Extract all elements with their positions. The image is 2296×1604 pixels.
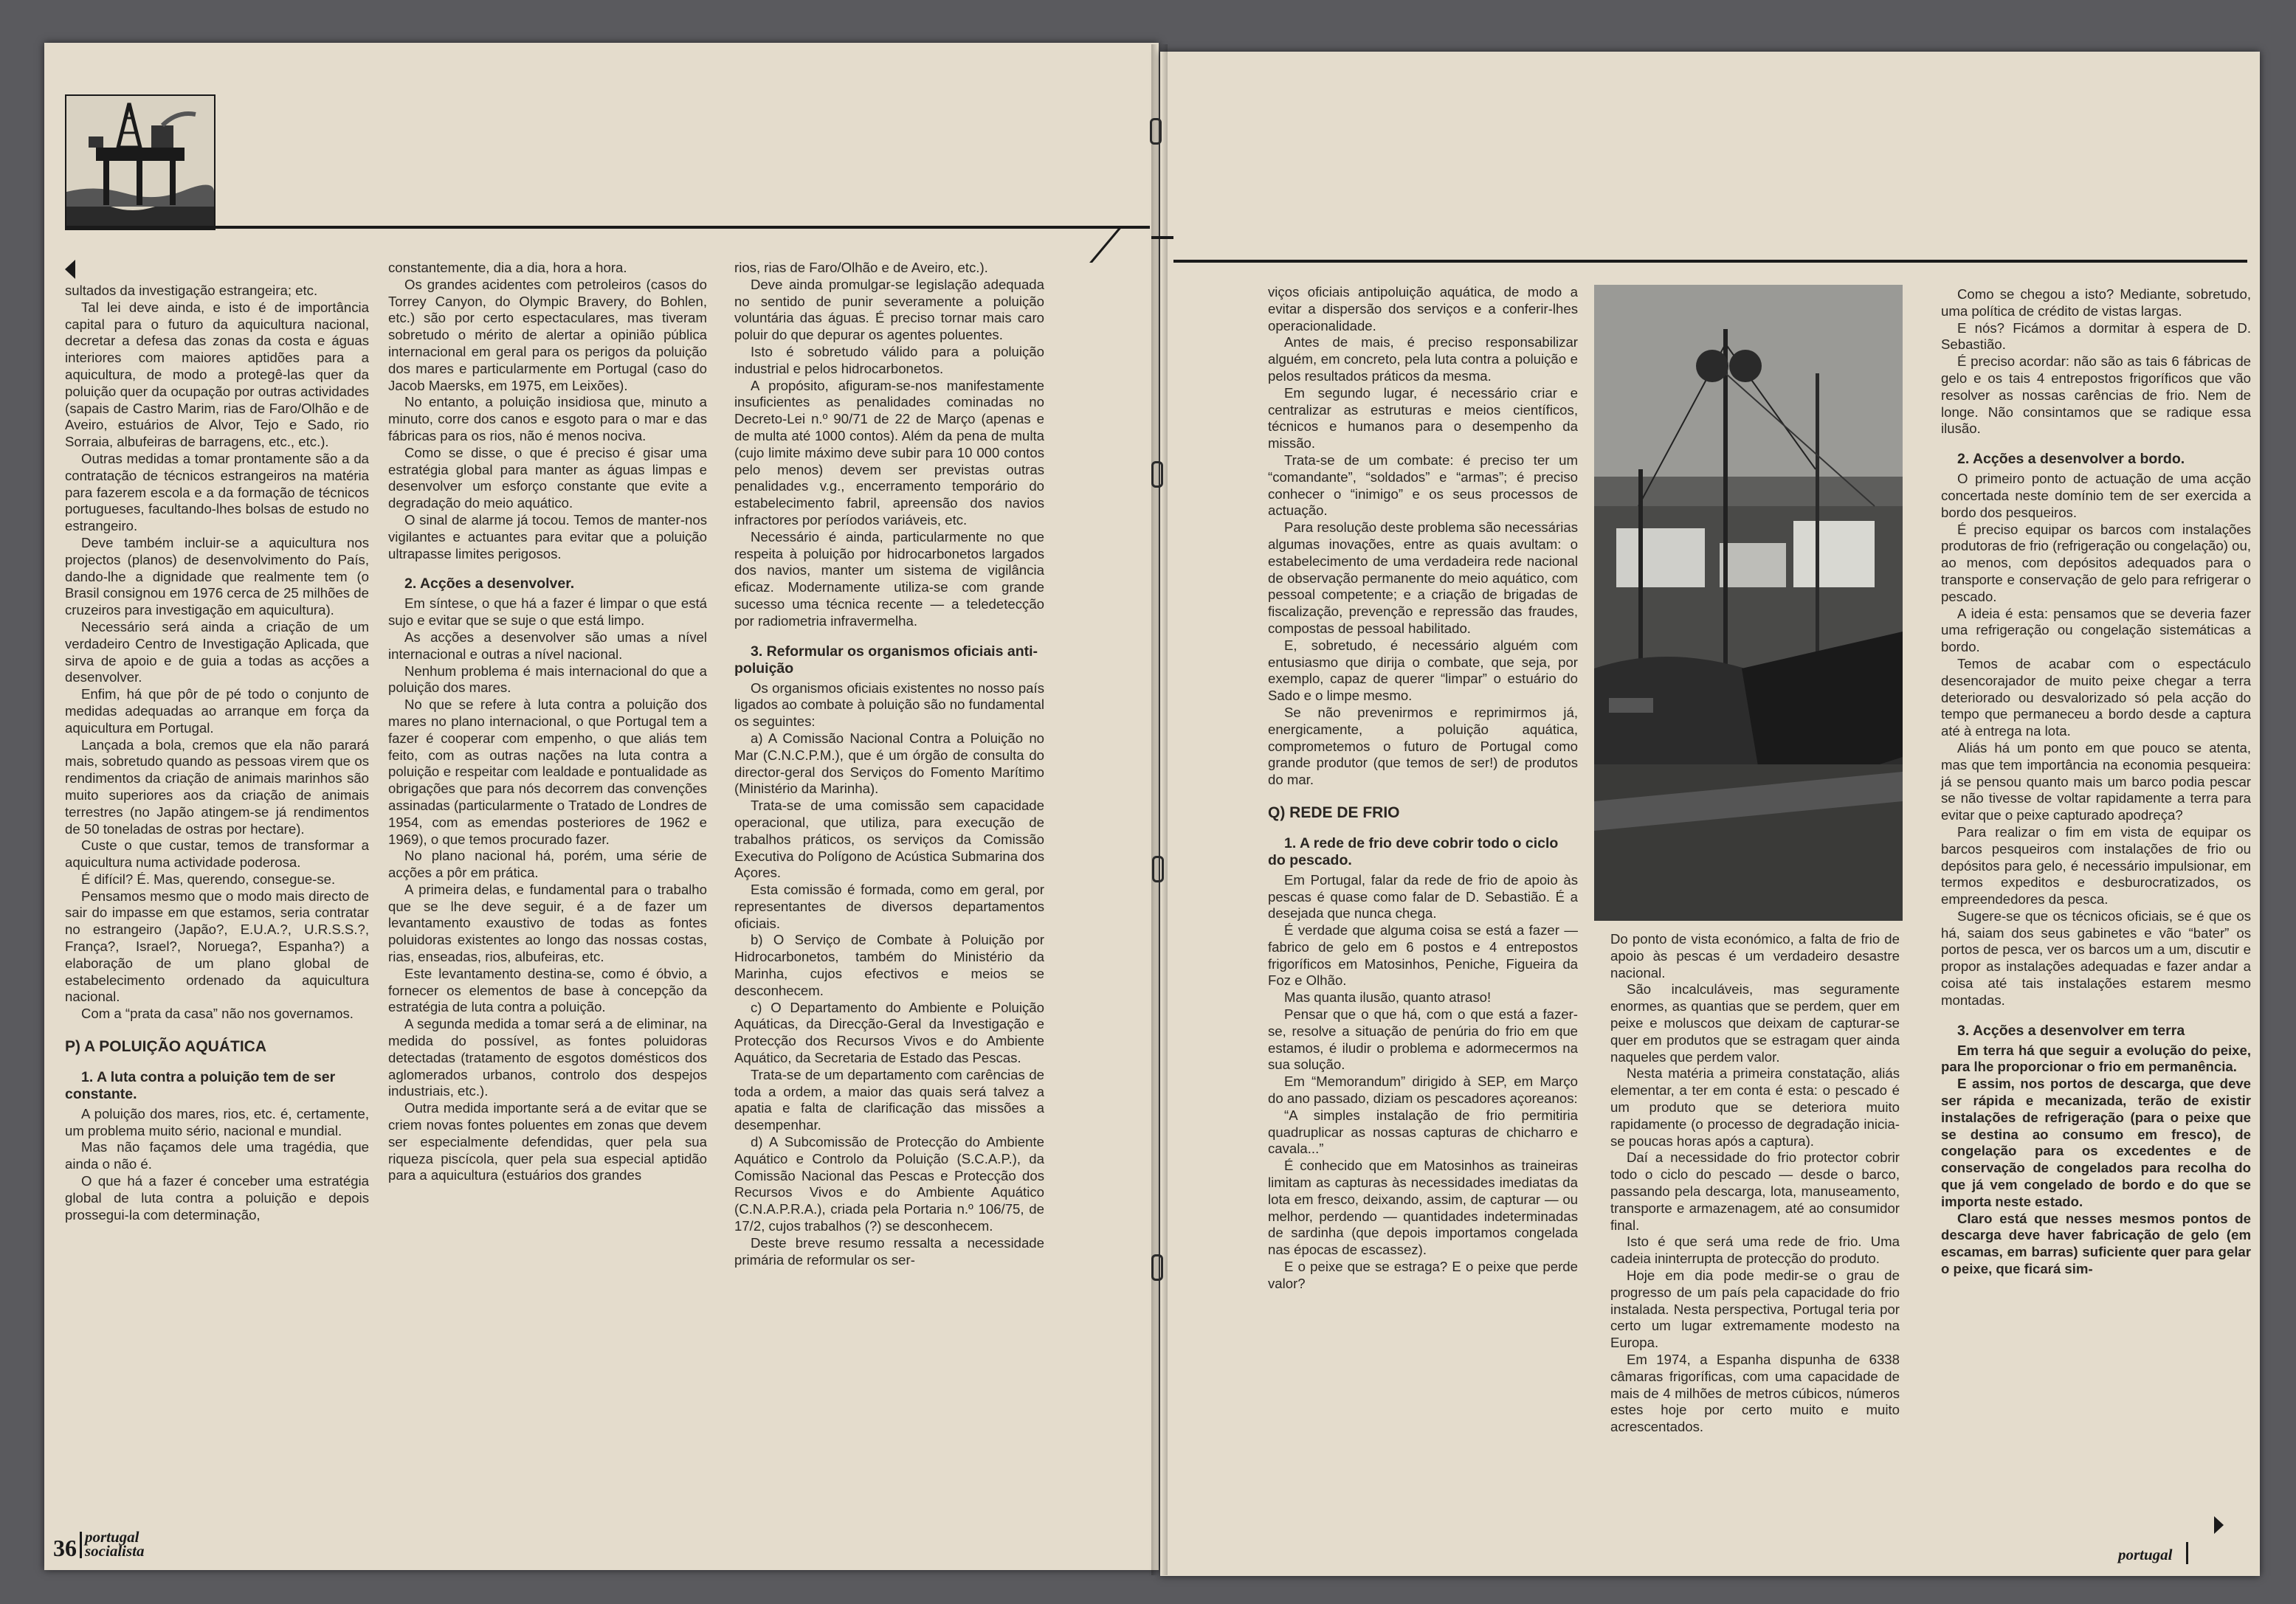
paragraph: A poluição dos mares, rios, etc. é, certamente, um problema muito sério, nacional e mundial. — [65, 1105, 369, 1138]
paragraph: Trata-se de um combate: é preciso ter um “comandante”, “soldados” e “armas”; é preciso conhecer o “inimigo” e os seus processos de actuação. — [1268, 452, 1578, 519]
paragraph: As acções a desenvolver são umas a nível internacional e outras a nível nacional. — [388, 629, 707, 662]
continued-arrow-right-icon — [2214, 1516, 2224, 1534]
paragraph: Custe o que custar, temos de transformar a aquicultura numa actividade poderosa. — [65, 837, 369, 871]
footer-divider — [2186, 1542, 2188, 1564]
footer-masthead — [85, 1530, 145, 1558]
paragraph: Como se disse, o que é preciso é gisar uma estratégia global para manter as águas limpas e desenvolver um esforço constante que evite a degradação do meio aquático. — [388, 444, 707, 511]
paragraph: Pensamos mesmo que o modo mais directo de sair do impasse em que estamos, seria contratar no estrangeiro (Japão?, E.U.A.?, U.R.S.S.?, França?, Israel?, Noruega?, Espanha?) a elaboração de um plano global de estabelecimento ordenado da aquicultura nacional. — [65, 888, 369, 1005]
paragraph: Esta comissão é formada, como em geral, por representantes de diversos departamentos oficiais. — [734, 882, 1044, 931]
paragraph: Com a “prata da casa” não nos governamos. — [81, 1006, 354, 1022]
paragraph: Outra medida importante será a de evitar que se criem novas fontes poluentes em zonas que devem ser especialmente defendidas, quer pela sua riqueza piscícola, quer pela sua especial aptidão para a aquicultura (estuários dos grandes — [388, 1100, 707, 1183]
binding-stitch — [1151, 1254, 1163, 1281]
text-column-1 — [65, 283, 369, 1223]
paragraph-bold: Claro está que nesses mesmos pontos de descarga deve haver fabricação de gelo (em escamas, em barras) suficiente quer para gelar o peixe, que ficará sim- — [1941, 1210, 2251, 1277]
paragraph: sultados da investigação estrangeira; etc. — [65, 283, 318, 298]
paragraph: O sinal de alarme já tocou. Temos de manter-nos vigilantes e actuantes para evitar que a poluição ultrapasse limites perigosos. — [388, 511, 707, 561]
paragraph: São incalculáveis, mas seguramente enormes, as quantias que se perdem, quer em peixe e moluscos que deixam de capturar-se quer em produtos que se estragam quer ainda naqueles que perdem valor. — [1610, 981, 1900, 1065]
page-number: 36 — [53, 1535, 77, 1561]
header-rule-join — [1151, 236, 1173, 239]
paragraph: Daí a necessidade do frio protector cobrir todo o ciclo do pescado — desde o barco, passando pela descarga, lota, manuseamento, transporte e armazenagem, até ao consumidor final. — [1610, 1150, 1900, 1233]
paragraph: A primeira delas, e fundamental para o trabalho que se lhe deve seguir, é a de fazer um levantamento exaustivo de todas as fontes poluidoras existentes ao longo das nossas costas, rias, enseadas, rios, albufeiras, etc. — [388, 881, 707, 965]
header-rule-right — [1173, 260, 2247, 263]
paragraph: Antes de mais, é preciso responsabilizar alguém, em concreto, pela luta contra a poluição e pelos resultados práticos da mesma. — [1268, 334, 1578, 384]
paragraph: Em 1974, a Espanha dispunha de 6338 câmaras frigoríficas, com uma capacidade de mais de 4 milhões de metros cúbicos, números estes hoje por certo muito e muito acrescentados. — [1610, 1351, 1900, 1435]
paragraph: constantemente, dia a dia, hora a hora. — [388, 260, 627, 275]
paragraph: É preciso acordar: não são as tais 6 fábricas de gelo e os tais 4 entrepostos frigoríficos que vão resolver as nossas carências de frio. Nem de longe. Não consintamos que se radique essa ilusão. — [1941, 353, 2251, 437]
paragraph: Trata-se de uma comissão sem capacidade operacional, que utiliza, para execução de trabalhos práticos, os serviços da Comissão Executiva do Polígono de Acústica Submarina dos Açores. — [734, 798, 1044, 881]
paragraph: Outras medidas a tomar prontamente são a da contratação de técnicos estrangeiros na matéria para fazerem escola e a da formação de técnicos portugueses, facultando-lhes bolsas de estudo no estrangeiro. — [65, 450, 369, 534]
paragraph: Deve ainda promulgar-se legislação adequada no sentido de punir severamente a poluição voluntária das águas. É preciso tornar mais caro poluir do que depurar os agentes poluentes. — [734, 276, 1044, 343]
paragraph: Em “Memorandum” dirigido à SEP, em Março do ano passado, diziam os pescadores açoreanos: — [1268, 1074, 1578, 1107]
paragraph: A propósito, afiguram-se-nos manifestamente insuficientes as penalidades cominadas no Decreto-Lei n.º 90/71 de 22 de Março (apenas e de multa até 1000 contos). Além da pena de multa (cujo limite máximo deve subir para 10 000 contos pelo menos) devem ser previstas outras penalidades v.g., encerramento temporário do estabelecimento fabril, apreensão dos navios infractores por períodos variáveis, etc. — [734, 377, 1044, 528]
paragraph: No plano nacional há, porém, uma série de acções a pôr em prática. — [388, 848, 707, 881]
paragraph: Como se chegou a isto? Mediante, sobretudo, uma política de crédito de vistas largas. — [1941, 286, 2251, 319]
paragraph: Pensar que o que há, com o que está a fazer-se, resolve a situação de penúria do frio em que estamos, é iludir o problema e adormecermos na sua solução. — [1268, 1006, 1578, 1073]
paragraph: O que há a fazer é conceber uma estratégia global de luta contra a poluição e depois prossegui-la com determinação, — [65, 1173, 369, 1223]
paragraph: É preciso equipar os barcos com instalações produtoras de frio (refrigeração ou congelação) ou, ao menos, com depósitos adequados para o transporte e conservação de gelo para refrigerar o pescado. — [1941, 521, 2251, 604]
footer-divider — [80, 1532, 82, 1558]
subsection-heading: 3. Acções a desenvolver em terra — [1957, 1022, 2185, 1039]
paragraph: rios, rias de Faro/Olhão e de Aveiro, etc.). — [734, 260, 988, 275]
subsection-heading: 1. A luta contra a poluição tem de ser constante. — [65, 1068, 336, 1102]
paragraph: c) O Departamento do Ambiente e Poluição Aquáticas, da Direcção-Geral da Investigação e Protecção dos Recursos Vivos e do Ambiente Aquático, da Secretaria de Estado das Pescas. — [734, 999, 1044, 1066]
paragraph: No entanto, a poluição insidiosa que, minuto a minuto, corre dos canos e esgoto para o mar e das fábricas para os rios, não é menos nociva. — [388, 394, 707, 443]
subsection-heading: 2. Acções a desenvolver. — [404, 575, 575, 592]
paragraph: Nenhum problema é mais internacional do que a poluição dos mares. — [388, 663, 707, 696]
paragraph: Isto é sobretudo válido para a poluição industrial e pelos hidrocarbonetos. — [734, 343, 1044, 376]
paragraph: E, sobretudo, é necessário alguém com entusiasmo que dirija o combate, que seja, por exemplo, capaz de querer “limpar” o estuário do Sado e o limpe mesmo. — [1268, 637, 1578, 704]
paragraph: Sugere-se que os técnicos oficiais, se é que os há, saiam dos seus gabinetes e vão “bater” os portos de pesca, ver os barcos um a um, discutir e propor as instalações adequadas e fazer andar a coisa até tais instalações estarem mesmo montadas. — [1941, 908, 2251, 1008]
paragraph: Necessário é ainda, particularmente no que respeita à poluição por hidrocarbonetos largados dos navios, manter um sistema de vigilância eficaz. Modernamente utiliza-se com grande sucesso uma técnica recente — a teledetecção por radiometria infravermelha. — [734, 528, 1044, 629]
paragraph: d) A Subcomissão de Protecção do Ambiente Aquático e Controlo da Poluição (S.C.A.P.), da Comissão Nacional das Pescas e Protecção dos Recursos Vivos e do Ambiente Aquático (C.N.A.P.R.A.), criada pela Portaria n.º 106/75, de 17/2, cujos trabalhos (?) se desconhecem. — [734, 1134, 1044, 1234]
paragraph: “A simples instalação de frio permitiria quadruplicar as nossas capturas de chicharro e cavala...” — [1268, 1107, 1578, 1157]
paragraph: E nós? Ficámos a dormitar à espera de D. Sebastião. — [1941, 319, 2251, 353]
paragraph: É verdade que alguma coisa se está a fazer — fabrico de gelo em 6 postos e 4 entrepostos frigoríficos em Matosinhos, Peniche, Figueira da Foz e Olhão. — [1268, 922, 1578, 989]
paragraph: Mas não façamos dele uma tragédia, que ainda o não é. — [65, 1139, 369, 1172]
masthead-line-2: socialista — [85, 1542, 145, 1560]
paragraph: Em Portugal, falar da rede de frio de apoio às pescas é quase como falar de D. Sebastião. É a desejada que nunca chega. — [1268, 871, 1578, 922]
paragraph: a) A Comissão Nacional Contra a Poluição no Mar (C.N.C.P.M.), que é um órgão de consulta do director-geral dos Serviços do Fomento Marítimo (Ministério da Marinha). — [734, 730, 1044, 797]
continued-arrow-left-icon — [65, 260, 75, 279]
paragraph: Lançada a bola, cremos que ela não parará mais, sobretudo quando as pessoas virem que os rendimentos da criação de animais marinhos são muito superiores aos da criação de animais terrestres (no Japão atingem-se já rendimentos de 50 toneladas de ostras por hectare). — [65, 736, 369, 837]
paragraph: O primeiro ponto de actuação de uma acção concertada neste domínio tem de ser exercida a bordo dos pesqueiros. — [1941, 471, 2251, 520]
text-column-5 — [1610, 931, 1900, 1436]
paragraph: É conhecido que em Matosinhos as traineiras limitam as capturas às necessidades imediatas da lota em fresco, deixando, assim, de capturar — ou melhor, perdendo — quantidades indeterminadas de sardinha (que depois importamos congelada nas épocas de escassez). — [1268, 1158, 1578, 1258]
paragraph: Se não prevenirmos e reprimirmos já, energicamente, a poluição aquática, comprometemos o futuro de Portugal como grande produtor (que temos de ser!) de produtos do mar. — [1268, 704, 1578, 788]
subsection-heading: 3. Reformular os organismos oficiais anti-poluição — [734, 643, 1038, 677]
paragraph: É difícil? É. Mas, querendo, consegue-se. — [81, 871, 336, 887]
paragraph: b) O Serviço de Combate à Poluição por Hidrocarbonetos, também do Ministério da Marinha, cujos efectivos e meios se desconhecem. — [734, 932, 1044, 998]
paragraph: Este levantamento destina-se, como é óbvio, a fornecer os elementos de base à concepção da estratégia de luta contra a poluição. — [388, 965, 707, 1015]
binding-stitch — [1152, 856, 1164, 882]
binding-stitch — [1150, 118, 1162, 145]
text-column-3 — [734, 260, 1044, 1268]
paragraph: Necessário será ainda a criação de um verdadeiro Centro de Investigação Aplicada, que sirva de apoio e de guia a todas as acções a desenvolver. — [65, 618, 369, 685]
paragraph: Isto é que será uma rede de frio. Uma cadeia ininterrupta de protecção do produto. — [1610, 1234, 1900, 1267]
paragraph: Mas quanta ilusão, quanto atraso! — [1284, 989, 1492, 1006]
paragraph: A segunda medida a tomar será a de eliminar, na medida do possível, as fontes poluidoras detectadas (tratamento de esgotos domésticos dos aglomerados urbanos, controlo dos despejos industriais, etc.). — [388, 1016, 707, 1099]
section-heading: Q) REDE DE FRIO — [1268, 803, 1400, 821]
masthead-line-1: portugal — [85, 1528, 139, 1546]
paragraph: Em segundo lugar, é necessário criar e centralizar as estruturas e meios científicos, técnicos e humanos para o desempenho da missão. — [1268, 384, 1578, 452]
paragraph: Deve também incluir-se a aquicultura nos projectos (planos) de desenvolvimento do País, dando-lhe a dignidade que realmente tem (o Brasil consignou em 1976 cerca de 25 milhões de cruzeiros para investigação em aquicultura). — [65, 534, 369, 618]
binding-gutter — [1151, 44, 1168, 1575]
paragraph: Para resolução deste problema são necessárias algumas inovações, entre as quais avultam: o estabelecimento de uma verdadeira rede nacional de observação permanente do meio aquático, com pessoal competente; e a criação de brigadas de fiscalização, prevenção e repressão das fraudes, compostas de pessoal habilitado. — [1268, 519, 1578, 636]
text-column-2 — [388, 260, 707, 1184]
fishing-boats-photo-icon — [1594, 285, 1903, 921]
section-heading: P) A POLUIÇÃO AQUÁTICA — [65, 1038, 266, 1056]
paragraph: Hoje em dia pode medir-se o grau de progresso de um país pela capacidade do frio instalada. Nesta perspectiva, Portugal teria por certo um lugar extremamente modesto na Europa. — [1610, 1267, 1900, 1351]
section-logo — [65, 94, 216, 230]
paragraph: Do ponto de vista económico, a falta de frio de apoio às pescas é um verdadeiro desastre nacional. — [1610, 931, 1900, 981]
footer-masthead-right: portugal — [2118, 1546, 2173, 1563]
paragraph: A ideia é esta: pensamos que se deveria fazer uma refrigeração ou congelação sistemáticas a bordo. — [1941, 605, 2251, 655]
paragraph: Para realizar o fim em vista de equipar os barcos pesqueiros com instalações de frio ou depósitos para gelo, é necessário impulsionar, em termos expeditos e desburocratizados, os empreendedores da pesca. — [1941, 823, 2251, 908]
paragraph-bold: E assim, nos portos de descarga, que deve ser rápida e mecanizada, terão de existir instalações de refrigeração (para o peixe que se destina ao consumo em fresco), de congelação para os excedentes e de conservação de congelados para recolha do que já vem congelado de bordo e do que se importa neste estado. — [1941, 1076, 2251, 1209]
header-rule-left — [65, 226, 1150, 229]
paragraph: Enfim, há que pôr de pé todo o conjunto de medidas adequadas ao arranque em força da aquicultura em Portugal. — [65, 686, 369, 736]
text-column-4 — [1268, 284, 1578, 1293]
harbour-photo — [1594, 285, 1903, 921]
paragraph: Em síntese, o que há a fazer é limpar o que está sujo e evitar que se suje o que está limpo. — [388, 595, 707, 629]
paragraph-bold: Em terra há que seguir a evolução do peixe, para lhe proporcionar o frio em permanência. — [1941, 1042, 2251, 1075]
paragraph: Trata-se de um departamento com carências de toda a ordem, a maior das quais será talvez a apatia e falta de clarificação das missões a desempenhar. — [734, 1066, 1044, 1133]
paragraph: Nesta matéria a primeira constatação, aliás elementar, a ter em conta é esta: o pescado é um produto que se deteriora muito rapidamente (o processo de degradação inicia-se poucas horas após a captura). — [1610, 1065, 1900, 1149]
paragraph: Tal lei deve ainda, e isto é de importância capital para o futuro da aquicultura nacional, decretar a defesa das zonas da costa e águas interiores com maiores aptidões para a aquicultura, de modo a protegê-las quer da poluição quer da ocupação por outras actividades (sapais de Castro Marim, rias de Faro/Olhão e de Aveiro, estuários de Alvor, Tejo e Sado, rio Sorraia, albufeiras de barragens, etc., etc.). — [65, 299, 369, 450]
binding-stitch — [1151, 461, 1163, 488]
oil-platform-icon — [66, 96, 214, 229]
paragraph: Temos de acabar com o espectáculo desencorajador de muito peixe chegar a terra deteriorado ou desvalorizado só pela acção do tempo que permaneceu a bordo desde a captura até à entrega na lota. — [1941, 655, 2251, 739]
paragraph: viços oficiais antipoluição aquática, de modo a evitar a dispersão dos serviços e a conferir-lhes operacionalidade. — [1268, 284, 1578, 333]
subsection-heading: 1. A rede de frio deve cobrir todo o ciclo do pescado. — [1268, 834, 1559, 868]
paragraph: No que se refere à luta contra a poluição dos mares no plano internacional, o que Portugal tem a fazer é cooperar com empenho, o que aliás tem feito, com as outras nações na luta contra a poluição e respeitar com lealdade e pontualidade as obrigações que para nós decorrem das convenções assinadas (particularmente o Tratado de Londres de 1954, com as emendas posteriores de 1962 e 1969), o que temos procurado fazer. — [388, 696, 707, 847]
paragraph: Aliás há um ponto em que pouco se atenta, mas que tem importância na economia pesqueira: já se pensou quanto mais um barco podia pescar se não tivesse de voltar rapidamente a terra para evitar que o peixe capturado apodreça? — [1941, 739, 2251, 823]
paragraph: Os grandes acidentes com petroleiros (casos do Torrey Canyon, do Olympic Bravery, do Bohlen, etc.) são por certo espectaculares, mas tiveram sobretudo o mérito de alertar a opinião pública internacional em geral para os perigos da poluição dos mares e particularmente em Portugal (caso do Jacob Maersks, em 1975, em Leixões). — [388, 276, 707, 393]
subsection-heading: 2. Acções a desenvolver a bordo. — [1957, 451, 2185, 468]
text-column-6 — [1941, 286, 2251, 1278]
paragraph: E o peixe que se estraga? E o peixe que perde valor? — [1268, 1259, 1578, 1291]
paragraph: Os organismos oficiais existentes no nosso país ligados ao combate à poluição são no fundamental os seguintes: — [734, 680, 1044, 730]
paragraph: Deste breve resumo ressalta a necessidade primária de reformular os ser- — [734, 1234, 1044, 1268]
